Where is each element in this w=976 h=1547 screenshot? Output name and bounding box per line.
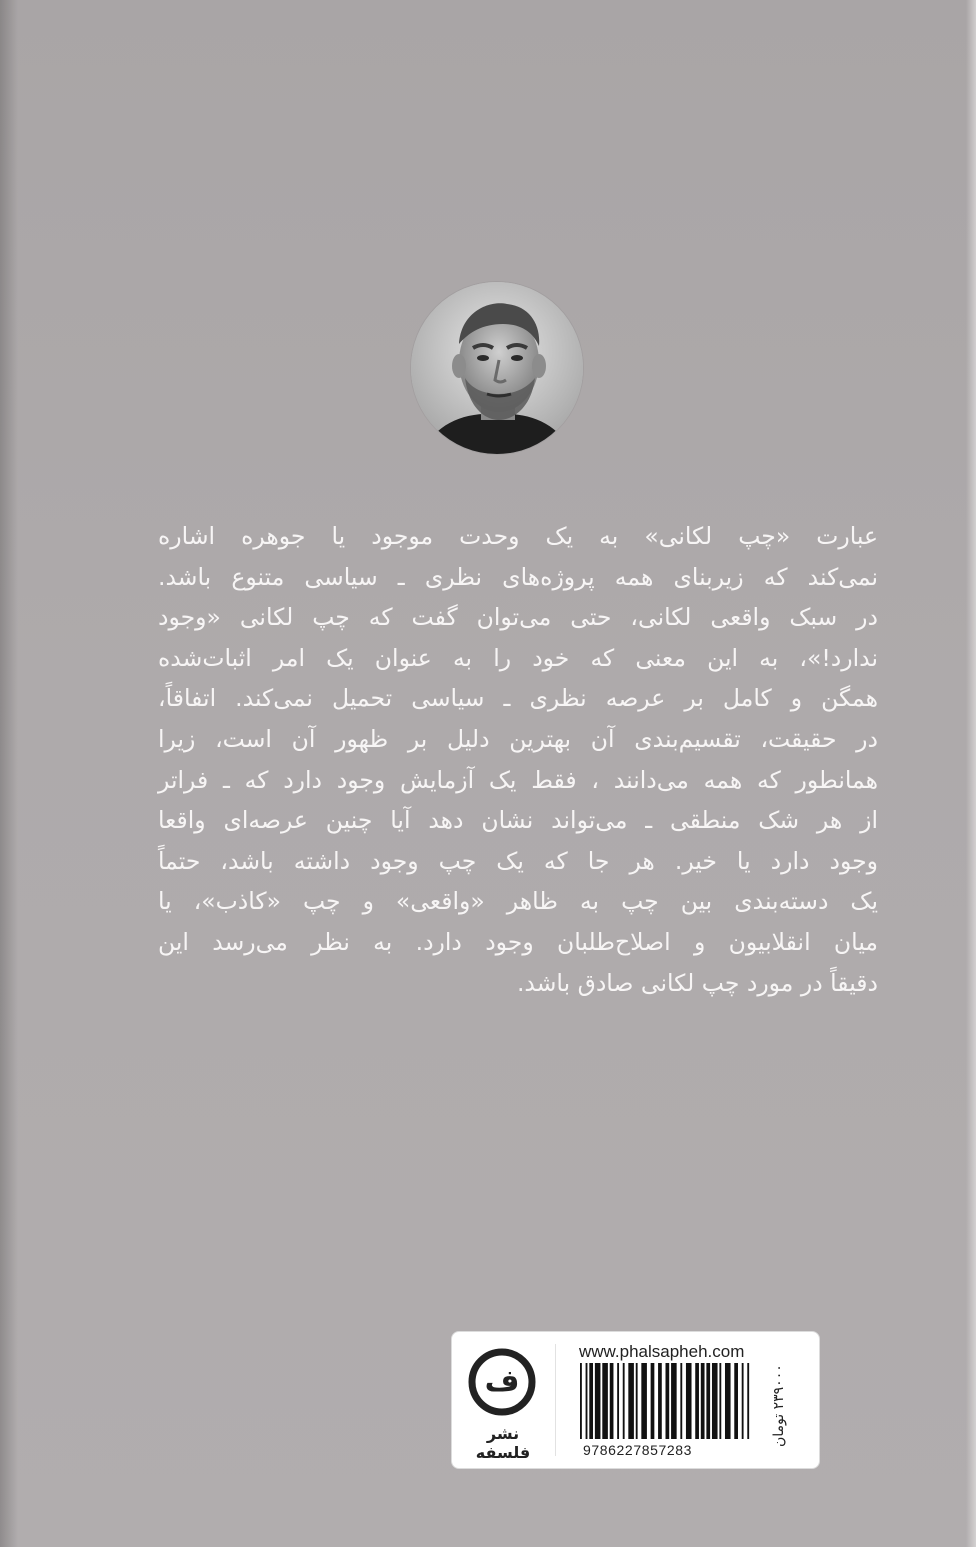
barcode-bar	[725, 1363, 731, 1439]
blurb-line: میان انقلابیون و اصلاح‌طلبان وجود دارد. به نظر می‌رسد این	[158, 927, 878, 956]
barcode-bar	[701, 1363, 705, 1439]
blurb-line: از هر شک منطقی ـ می‌تواند نشان دهد آیا چنین عرصه‌ای واقعا	[158, 806, 878, 835]
blurb-line: همگن و کامل بر عرصه نظری ـ سیاسی تحمیل نمی‌کند. اتفاقاً،	[158, 684, 878, 713]
author-portrait-icon	[411, 282, 583, 454]
barcode-bar	[623, 1363, 625, 1439]
barcode-bar	[671, 1363, 677, 1439]
cover-edge	[966, 0, 976, 1547]
publisher-website[interactable]: www.phalsapheh.com	[579, 1342, 745, 1361]
blurb-line: وجود دارد یا خیر. هر جا که یک چپ وجود داشته باشد، حتماً	[158, 846, 878, 875]
barcode-bar	[680, 1363, 682, 1439]
publisher-name: نشر فلسفه	[475, 1424, 531, 1462]
barcode-bar	[602, 1363, 608, 1439]
blurb-line: در سبک واقعی لکانی، حتی می‌توان گفت که چپ لکانی «وجود	[158, 603, 878, 632]
barcode-bar	[742, 1363, 744, 1439]
barcode-bar	[666, 1363, 670, 1439]
barcode-bar	[712, 1363, 718, 1439]
blurb-text	[158, 516, 878, 1003]
barcode-bar	[658, 1363, 662, 1439]
blurb-line: ندارد!»، به این معنی که خود را به عنوان یک امر اثبات‌شده	[158, 643, 878, 672]
price-label: ۲۳۹۰۰۰ تومان	[771, 1364, 787, 1448]
barcode-panel	[451, 1331, 820, 1469]
barcode-bar	[636, 1363, 638, 1439]
author-portrait	[411, 282, 583, 454]
blurb-line: در حقیقت، تقسیم‌بندی آن بهترین دلیل بر ظهور آن است، زیرا	[158, 724, 878, 753]
barcode-bar	[719, 1363, 721, 1439]
blurb-line: عبارت «چپ لکانی» به یک وحدت موجود یا جوهره اشاره	[158, 522, 878, 550]
barcode-bar	[628, 1363, 634, 1439]
spine-shadow	[0, 0, 18, 1547]
barcode-bar	[651, 1363, 655, 1439]
barcode-bar	[617, 1363, 619, 1439]
isbn-number: 9786227857283	[583, 1442, 693, 1458]
publisher-logo-glyph: ف	[484, 1364, 520, 1399]
barcode-icon	[578, 1363, 753, 1439]
barcode-bar	[641, 1363, 647, 1439]
barcode-bar	[610, 1363, 614, 1439]
blurb-line: همانطور که همه می‌دانند ، فقط یک آزمایش وجود دارد که ـ فراتر	[158, 765, 878, 794]
barcode-bar	[706, 1363, 710, 1439]
blurb-line: یک دسته‌بندی بین چپ به ظاهر «واقعی» و چپ «کاذب»، یا	[158, 887, 878, 916]
barcode-bar	[686, 1363, 692, 1439]
barcode-bar	[589, 1363, 593, 1439]
barcode-bar	[595, 1363, 601, 1439]
publisher-logo-icon	[466, 1346, 538, 1418]
barcode-bar	[695, 1363, 699, 1439]
blurb-line: دقیقاً در مورد چپ لکانی صادق باشد.	[516, 968, 878, 997]
barcode-bar	[586, 1363, 588, 1439]
barcode-bar	[734, 1363, 738, 1439]
barcode-bar	[747, 1363, 749, 1439]
barcode-bar	[580, 1363, 582, 1439]
panel-divider	[555, 1344, 556, 1456]
blurb-line: نمی‌کند که زیربنای همه پروژه‌های نظری ـ سیاسی متنوع باشد.	[158, 562, 878, 591]
